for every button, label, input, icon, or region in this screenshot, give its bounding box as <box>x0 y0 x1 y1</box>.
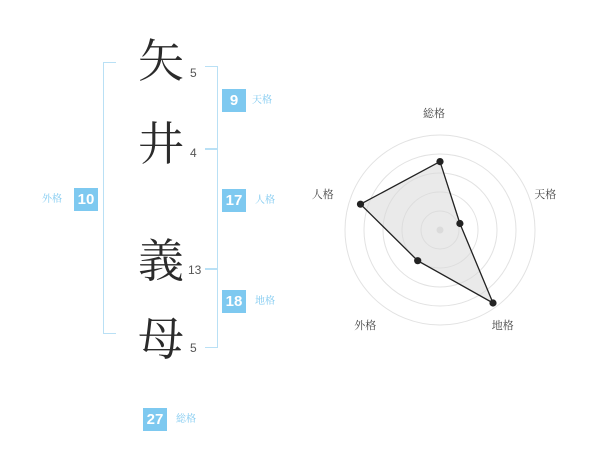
kaku-value-jinkaku: 17 <box>222 189 246 212</box>
name-character-4: 母 <box>138 312 184 366</box>
kaku-label-gaikaku: 外格 <box>42 194 62 205</box>
radar-chart-svg <box>310 105 570 365</box>
bracket-jinkaku <box>205 148 218 270</box>
kaku-label-tenkaku: 天格 <box>252 95 272 106</box>
kaku-value-chikaku: 18 <box>222 290 246 313</box>
kaku-value-soukaku: 27 <box>143 408 167 431</box>
name-character-1: 矢 <box>138 34 184 88</box>
kaku-label-soukaku: 総格 <box>176 414 196 425</box>
name-character-2: 井 <box>138 117 184 171</box>
bracket-gaikaku <box>103 62 116 334</box>
radar-chart <box>310 105 570 370</box>
stroke-count-2: 4 <box>190 146 197 160</box>
radar-axis-label-0: 総格 <box>423 108 445 120</box>
radar-axis-label-2: 地格 <box>491 319 514 332</box>
kaku-label-jinkaku: 人格 <box>255 195 275 206</box>
name-character-3: 義 <box>138 234 184 288</box>
stroke-count-4: 5 <box>190 341 197 355</box>
kaku-value-gaikaku: 10 <box>74 188 98 211</box>
kaku-value-tenkaku: 9 <box>222 89 246 112</box>
bracket-tenkaku <box>205 66 218 150</box>
radar-axis-label-1: 天格 <box>534 188 557 201</box>
radar-axis-label-3: 外格 <box>354 319 377 332</box>
kaku-label-chikaku: 地格 <box>255 296 275 307</box>
stroke-count-1: 5 <box>190 66 197 80</box>
radar-axis-label-4: 人格 <box>311 188 334 201</box>
stroke-count-3: 13 <box>188 263 202 277</box>
bracket-chikaku <box>205 268 218 348</box>
